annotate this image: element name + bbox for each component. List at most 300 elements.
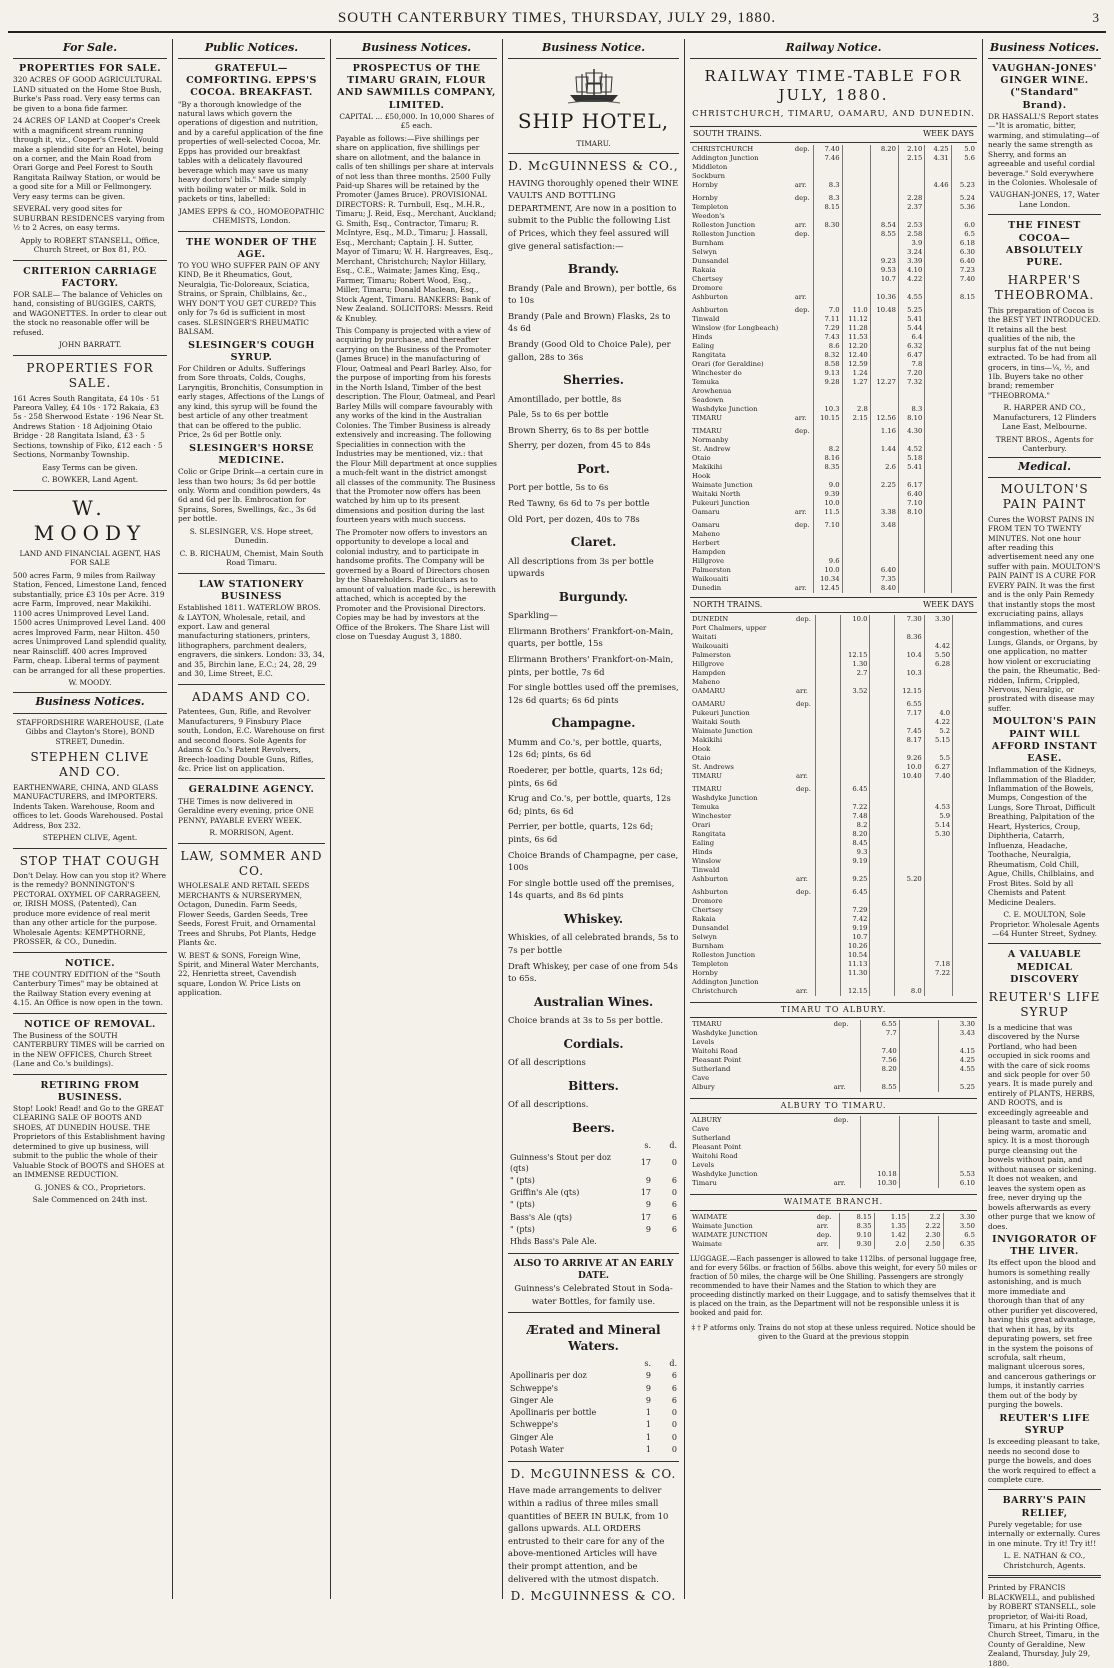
station-name: Sutherland — [692, 1134, 731, 1143]
train-time — [899, 1047, 938, 1056]
train-time: 5.53 — [938, 1170, 977, 1179]
train-time: 8.55 — [860, 1083, 899, 1092]
train-time: 10.3 — [814, 405, 842, 414]
train-time: 2.37 — [898, 203, 924, 212]
train-time — [842, 194, 870, 203]
train-time — [842, 472, 870, 481]
dep-arr — [793, 172, 814, 181]
station-name: Waitohi Road — [692, 1152, 738, 1161]
sherries-item: Sherry, per dozen, from 45 to 84s — [508, 440, 651, 451]
train-time — [953, 897, 977, 906]
station-name: Sockburn — [692, 171, 726, 180]
train-time — [870, 203, 898, 212]
train-time: 6.0 — [951, 221, 977, 230]
epps-heading: GRATEFUL—COMFORTING. EPPS'S COCOA. BREAKFAST. — [186, 63, 317, 99]
train-time — [814, 284, 842, 293]
train-time: 7.10 — [814, 521, 842, 530]
train-time — [895, 794, 924, 803]
train-time — [925, 333, 951, 342]
timetable-row — [690, 924, 977, 933]
sherries-heading: Sherries. — [563, 373, 624, 388]
station-name: Otaio — [692, 753, 711, 762]
train-time: 3.9 — [898, 239, 924, 248]
dep-arr — [793, 248, 814, 257]
masthead — [8, 10, 1106, 33]
beers-row — [508, 1236, 679, 1248]
aerated-heading: Ærated and Mineral Waters. — [526, 1323, 661, 1353]
train-time — [870, 709, 895, 718]
timetable-row — [690, 1074, 977, 1083]
dep-arr — [793, 239, 814, 248]
train-time — [924, 987, 952, 996]
train-time — [925, 427, 951, 436]
timetable-row — [690, 969, 977, 978]
ship-icon — [564, 65, 624, 105]
station-name: Makikihi — [692, 735, 723, 744]
train-time — [925, 521, 951, 530]
timetable-row — [690, 333, 977, 342]
train-time — [841, 866, 870, 875]
properties-heading: PROPERTIES FOR SALE. — [18, 63, 162, 75]
train-time — [816, 897, 841, 906]
station-name: Hook — [692, 744, 711, 753]
timetable-row — [690, 848, 977, 857]
dep-arr — [832, 1056, 860, 1065]
train-time: 4.55 — [898, 293, 924, 302]
timetable-row — [690, 548, 977, 557]
train-time — [951, 333, 977, 342]
beers-item: " (pts) — [510, 1175, 535, 1185]
aerated-d: 0 — [671, 1432, 677, 1442]
train-time — [953, 821, 977, 830]
dep-arr — [793, 481, 814, 490]
dep-arr — [793, 266, 814, 275]
north-trains-header — [690, 597, 977, 613]
column-public-notices — [173, 39, 331, 1599]
train-time — [925, 284, 951, 293]
aerated-d: 6 — [671, 1371, 677, 1381]
train-time: 7.40 — [951, 275, 977, 284]
train-time: 8.35 — [814, 463, 842, 472]
station-name: Pukeuri Junction — [692, 708, 750, 717]
train-time: 3.38 — [870, 508, 898, 517]
dep-arr — [793, 396, 814, 405]
train-time: 8.10 — [898, 508, 924, 517]
train-time — [953, 987, 977, 996]
masthead-title: SOUTH CANTERBURY TIMES, THURSDAY, JULY 29, 1880. — [337, 10, 777, 26]
dep-arr: dep. — [794, 520, 810, 529]
timetable-row — [690, 212, 977, 221]
station-name: Dromore — [692, 283, 723, 292]
champagne-heading: Champagne. — [551, 716, 636, 731]
train-time: 6.10 — [938, 1179, 977, 1188]
train-time — [816, 978, 841, 987]
train-time — [924, 839, 952, 848]
dep-arr — [793, 530, 814, 539]
section-for-sale: For Sale. — [13, 39, 167, 59]
dep-arr — [793, 360, 814, 369]
station-name: Dunedin — [692, 583, 722, 592]
train-time — [951, 284, 977, 293]
train-time: 8.15 — [814, 203, 842, 212]
timetable-row — [690, 521, 977, 530]
train-time: 5.18 — [898, 454, 924, 463]
law-heading: LAW STATIONERY BUSINESS — [199, 578, 304, 602]
train-time — [951, 575, 977, 584]
station-name: Burnham — [692, 238, 724, 247]
station-name: Rangitata — [692, 829, 726, 838]
train-time — [816, 754, 841, 763]
train-time: 2.15 — [898, 154, 924, 163]
train-time — [898, 284, 924, 293]
train-time — [816, 848, 841, 857]
train-time — [951, 530, 977, 539]
dep-arr — [793, 275, 814, 284]
train-time: 3.39 — [898, 257, 924, 266]
train-time — [816, 794, 841, 803]
train-time — [953, 772, 977, 781]
station-name: Otaio — [692, 453, 711, 462]
train-time — [870, 888, 895, 897]
champagne-list — [508, 736, 679, 902]
train-time: 2.28 — [898, 194, 924, 203]
train-time — [895, 624, 924, 633]
station-name: Pukeuri Junction — [692, 498, 750, 507]
train-time: 8.20 — [860, 1065, 899, 1074]
timetable-row — [690, 709, 977, 718]
train-time — [870, 718, 895, 727]
station-name: Oamaru — [692, 520, 720, 529]
train-time — [925, 481, 951, 490]
moulton-heading-2: MOULTON'S PAIN PAINT WILL AFFORD INSTANT EASE. — [991, 716, 1098, 764]
geraldine-signature: R. MORRISON, Agent. — [209, 828, 294, 838]
train-time — [898, 212, 924, 221]
aerated-s: 9 — [645, 1371, 651, 1381]
port-item: Port per bottle, 5s to 6s — [508, 482, 609, 493]
prospectus-capital: CAPITAL ... £50,000. In 10,000 Shares of £5 each. — [339, 111, 494, 131]
dep-arr — [794, 678, 816, 687]
beers-d: 6 — [671, 1212, 677, 1222]
train-time — [898, 575, 924, 584]
train-time — [842, 275, 870, 284]
train-time — [953, 803, 977, 812]
train-time — [895, 839, 924, 848]
claret-item: All descriptions from 3s per bottle upwards — [508, 555, 654, 579]
geraldine-heading: GERALDINE AGENCY. — [188, 784, 315, 796]
train-time: 10.7 — [870, 275, 898, 284]
whiskey-list — [508, 931, 679, 984]
train-time — [953, 669, 977, 678]
train-time — [895, 906, 924, 915]
train-time — [841, 978, 870, 987]
train-time — [870, 969, 895, 978]
train-time: 7.48 — [841, 812, 870, 821]
station-name: Rakaia — [692, 265, 716, 274]
train-time — [814, 275, 842, 284]
train-time: 7.20 — [898, 369, 924, 378]
dep-arr: arr. — [794, 413, 807, 422]
train-time: 6.45 — [841, 888, 870, 897]
australian-wines-heading: Australian Wines. — [533, 994, 654, 1009]
train-time: 4.10 — [898, 266, 924, 275]
train-time — [951, 566, 977, 575]
burgundy-item: Elirmann Brothers' Frankfort-on-Main, quarts, per bottle, 15s — [508, 625, 674, 649]
train-time: 7.46 — [814, 154, 842, 163]
hotel-name: SHIP HOTEL, — [517, 109, 670, 134]
train-time — [951, 584, 977, 593]
train-time — [899, 1056, 938, 1065]
train-time: 7.29 — [841, 906, 870, 915]
train-time — [951, 436, 977, 445]
train-time: 10.15 — [814, 414, 842, 423]
timetable-row — [690, 1125, 977, 1134]
train-time: 1.30 — [841, 660, 870, 669]
dep-arr: dep. — [795, 887, 811, 896]
timetable-row — [690, 888, 977, 897]
staffordshire: STAFFORDSHIRE WAREHOUSE, (Late Gibbs and Clayton's Store), BOND STREET, Dunedin. — [16, 717, 164, 746]
train-time — [870, 897, 895, 906]
train-time — [870, 369, 898, 378]
train-time — [860, 1074, 899, 1083]
epps-body: "By a thorough knowledge of the natural laws which govern the operations of digestion and nutrition, and by a careful application of the fine properties of well-selected Cocoa, Mr. Epps has provided our breakfast tables with a delicately flavoured beverage which may save us many heavy doctors' bills." Made simply with boiling water or milk. Sold in packets or tins, labelled: — [178, 99, 324, 204]
train-time — [895, 960, 924, 969]
timetable-row — [690, 1143, 977, 1152]
train-time — [870, 624, 895, 633]
reuter-body: Is a medicine that was discovered by the Nurse Portland, who had been occupied in sick rooms and with the care of sick rooms and sick people for over 50 years. It is made purely and entirely of PLANTS, HERBS, AND ROOTS, and is exceedingly agreeable and pleasant to taste and smell, being warm, aromatic and spicy. It is a most thorough purge cleansing out the bowels without pain, and without nausea or sickening. It does not weaken, and leaves the system open as free, never drying up the bowels afterwards as every other purge that we know of does. — [988, 1022, 1097, 1231]
train-time: 2.2 — [909, 1213, 943, 1222]
train-time: 6.5 — [951, 230, 977, 239]
aerated-item: Apollinaris per doz — [510, 1371, 587, 1381]
station-name: Winchester — [692, 811, 732, 820]
train-time — [870, 978, 895, 987]
dep-arr — [793, 203, 814, 212]
train-time — [899, 1125, 938, 1134]
train-time — [953, 866, 977, 875]
train-time — [842, 530, 870, 539]
criterion-body: FOR SALE— The balance of Vehicles on hand, consisting of BUGGIES, CARTS, and WAGONETTES. In order to clear out the stock no reasonable offer will be refused. — [13, 289, 167, 337]
train-time — [953, 915, 977, 924]
train-time — [842, 154, 870, 163]
train-time — [870, 785, 895, 794]
timetable-row — [690, 284, 977, 293]
dep-arr — [794, 754, 816, 763]
train-time — [924, 897, 952, 906]
train-time: 10.0 — [814, 499, 842, 508]
train-time — [842, 463, 870, 472]
timetable-row — [690, 239, 977, 248]
train-time — [816, 642, 841, 651]
beers-d: 0 — [671, 1188, 677, 1198]
train-time: 9.30 — [840, 1240, 874, 1249]
burgundy-item: Sparkling— — [508, 610, 558, 621]
dep-arr: dep. — [833, 1020, 849, 1029]
train-time: 6.18 — [951, 239, 977, 248]
station-name: Oamaru — [692, 507, 720, 516]
beers-item: Hhds Bass's Pale Ale. — [510, 1236, 597, 1246]
train-time: 1.42 — [874, 1231, 908, 1240]
timetable-row — [690, 145, 977, 154]
barry-signature: L. E. NATHAN & CO., Christchurch, Agents. — [1003, 1551, 1086, 1570]
train-time — [816, 942, 841, 951]
station-name: Hinds — [692, 332, 713, 341]
train-time — [816, 951, 841, 960]
station-name: WAIMATE — [692, 1212, 728, 1221]
station-name: Pleasant Point — [692, 1056, 742, 1065]
train-time — [816, 669, 841, 678]
timetable-row — [690, 1152, 977, 1161]
train-time — [814, 266, 842, 275]
train-time: 9.53 — [870, 266, 898, 275]
train-time — [870, 351, 898, 360]
train-time — [842, 521, 870, 530]
train-time: 1.15 — [874, 1213, 908, 1222]
timetable-row — [690, 405, 977, 414]
aerated-item: Apollinaris per bottle — [510, 1408, 597, 1418]
beers-d — [653, 1236, 679, 1248]
station-name: Waimate Junction — [692, 726, 753, 735]
train-time: 7.10 — [898, 499, 924, 508]
train-time: 10.40 — [895, 772, 924, 781]
train-time — [924, 785, 952, 794]
train-time: 4.25 — [925, 145, 951, 154]
dep-arr — [793, 351, 814, 360]
train-time: 7.43 — [814, 333, 842, 342]
train-time — [951, 324, 977, 333]
timetable-row — [690, 472, 977, 481]
dep-arr: dep. — [794, 426, 810, 435]
train-time: 7.45 — [895, 727, 924, 736]
bowker-listing: 161 Acres South Rangitata, £4 10s · 51 Pareora Valley, £4 10s · 172 Rakaia, £3 5s · 258 Sherwood Estate · 196 Near St. Andrews Station · 18 Adjoining Otaio Bridge · 28 Rangitata Island, £3 · 5 Sections, township of Fiko, £12 each · 5 Sections, Normanby Township. — [13, 393, 164, 460]
train-time — [816, 821, 841, 830]
aerated-d: 0 — [671, 1420, 677, 1430]
timetable-row — [690, 745, 977, 754]
train-time — [814, 539, 842, 548]
dep-arr — [794, 660, 816, 669]
timetable-row — [690, 736, 977, 745]
beers-item: " (pts) — [510, 1224, 535, 1234]
train-time — [925, 454, 951, 463]
dep-arr — [794, 848, 816, 857]
train-time — [841, 642, 870, 651]
train-time — [814, 530, 842, 539]
train-time: 6.32 — [898, 342, 924, 351]
train-time — [870, 387, 898, 396]
train-time: 12.59 — [842, 360, 870, 369]
station-name: Waitaki North — [692, 489, 741, 498]
train-time: 11.0 — [842, 306, 870, 315]
timetable-row — [690, 306, 977, 315]
train-time — [870, 875, 895, 884]
arrive-body: Guinness's Celebrated Stout in Soda-water Bottles, for family use. — [514, 1283, 673, 1306]
train-time — [816, 678, 841, 687]
best-body: W. BEST & SONS, Foreign Wine, Spirit, and Mineral Water Merchants, 22, Henrietta street, Cavendish square, London W. Price Lists on application. — [178, 950, 319, 998]
timetable-row — [690, 812, 977, 821]
train-time — [953, 763, 977, 772]
port-list — [508, 481, 679, 525]
column-ship-hotel — [503, 39, 685, 1604]
train-time — [925, 342, 951, 351]
dep-arr: arr. — [795, 686, 808, 695]
train-time — [898, 539, 924, 548]
train-time — [870, 154, 898, 163]
train-time — [951, 414, 977, 423]
horse-body: Colic or Gripe Drink—a certain cure in less than two hours; 3s 6d per bottle only. Worm and condition powders, 4s 6d and 6d per lb. Embrocation for Sprains, Sores, Swellings, &c., 3s 6d per bottle. — [178, 467, 324, 524]
train-time: 12.15 — [841, 651, 870, 660]
prospectus-body-2: This Company is projected with a view of acquiring by purchase, and thereafter carrying on the Business of the Promoter (James Bruce) in the manufacturing of Flour, Oatmeal and Pearl Barley. Also, for the purpose of importing from his forests in the North Island, Timber of the best description. The Flour, Oatmeal, and Pearl Barley Mills will compare favourably with any works of the kind in the Australian Colonies. The Timber Business is already extensively and increasing. The following Specialities in connection with the Industries may be mentioned, viz.: that the Flour Mill department at once supplies a much-felt want in the district amongst all classes of the community. The Business that the Promoter now offers has been watched by him up to its present dimensions and position during the last fourteen years with much success. — [336, 326, 497, 525]
train-time — [841, 700, 870, 709]
train-time — [895, 915, 924, 924]
beers-row — [508, 1212, 679, 1224]
train-time: 11.5 — [814, 508, 842, 517]
station-name: Ealing — [692, 341, 715, 350]
train-time — [925, 445, 951, 454]
train-time — [953, 754, 977, 763]
timetable-row — [690, 427, 977, 436]
cough-heading: STOP THAT COUGH — [19, 853, 161, 868]
train-time — [870, 687, 895, 696]
champagne-item: Mumm and Co.'s, per bottle, quarts, 12s 6d; pints, 6s 6d — [508, 736, 662, 760]
train-time — [925, 499, 951, 508]
timetable-row — [690, 584, 977, 593]
train-time — [951, 172, 977, 181]
train-time — [870, 248, 898, 257]
train-time — [870, 951, 895, 960]
station-name: Waitati — [692, 632, 717, 641]
train-time: 1.16 — [870, 427, 898, 436]
train-time — [924, 857, 952, 866]
dep-arr — [794, 915, 816, 924]
station-name: Timaru — [692, 1179, 717, 1188]
train-time — [951, 396, 977, 405]
train-time: 7.8 — [898, 360, 924, 369]
train-time — [870, 163, 898, 172]
timetable-row — [690, 575, 977, 584]
printer-imprint: Printed by FRANCIS BLACKWELL, and published by ROBERT STANSELL, sole proprietor, of Wai-iti Road, Timaru, at his Printing Office, Church Street, Timaru, in the County of Geraldine, New Zealand, Thursday, July 29, 1880. — [988, 1583, 1101, 1668]
timetable-row — [690, 360, 977, 369]
train-time — [860, 1116, 899, 1125]
train-time: 9.3 — [841, 848, 870, 857]
station-name: Ashburton — [692, 874, 728, 883]
train-time: 10.3 — [895, 669, 924, 678]
train-time — [924, 669, 952, 678]
brandy-item: Brandy (Good Old to Choice Pale), per gallon, 28s to 36s — [508, 338, 671, 362]
train-time — [842, 490, 870, 499]
train-time — [925, 306, 951, 315]
timetable-row — [690, 1179, 977, 1188]
dep-arr — [793, 575, 814, 584]
prospectus-body: Payable as follows:—Five shillings per share on application, five shillings per share on allotment, and the balance in calls of ten shillings per share at intervals of not less than three months. 2500 Fully Paid-up Shares will be retained by the Promoter (James Bruce). PROVISIONAL DIRECTORS: R. Turnbull, Esq., M.H.R., Timaru; J. Reid, Esq., Merchant, Auckland; G. Smith, Esq., Contractor, Timaru; R. McIntyre, Esq., M.D., Timaru; J. Hassall, Esq., Merchant; Captain J. H. Sutter, Mayor of Timaru; W. H. Hargreaves, Esq., Merchant, Christchurch; Naylor Hillary, Esq., C.E., Waimate; James King, Esq., Farmer, Timaru; Robert Wood, Esq., Miller, Timaru; Donald Maclean, Esq., Stock Agent, Timaru. BANKERS: Bank of New Zealand. SOLICITORS: Messrs. Reid & Knubley. — [336, 133, 497, 323]
moody-name: W. MOODY — [33, 495, 147, 546]
dep-arr — [794, 830, 816, 839]
reuter-body-3: Is exceeding pleasant to take, needs no second dose to purge the bowels, and does the work required to effect a complete cure. — [988, 1437, 1100, 1484]
aerated-s: 9 — [645, 1383, 651, 1393]
train-time: 5.5 — [924, 754, 952, 763]
train-time — [924, 942, 952, 951]
train-time: 8.3 — [814, 181, 842, 190]
sommer-body: WHOLESALE AND RETAIL SEEDS MERCHANTS & NURSERYMEN, Octagon, Dunedin. Farm Seeds, Flower Seeds, Garden Seeds, Tree Seeds, Forest Fruit, and Ornamental Trees and Shrubs, Pot Plants, Hedge Plants &c. — [178, 881, 316, 948]
train-time — [951, 508, 977, 517]
timetable-row — [690, 221, 977, 230]
timetable-row — [690, 387, 977, 396]
train-time — [895, 924, 924, 933]
train-time — [953, 736, 977, 745]
train-time — [842, 584, 870, 593]
reuter-heading-2: INVIGORATOR OF THE LIVER. — [992, 1233, 1097, 1258]
station-name: Hillgrove — [692, 659, 725, 668]
delivery-body: Have made arrangements to deliver within a radius of three miles small quantities of BEER IN BULK, from 10 gallons upwards. ALL ORDERS entrusted to their care for any of the above-mentioned Articles will have their prompt attention, and be delivered with the utmost dispatch. — [508, 1485, 669, 1584]
barry-heading: BARRY'S PAIN RELIEF, — [1002, 1495, 1087, 1519]
timetable-row — [690, 615, 977, 624]
